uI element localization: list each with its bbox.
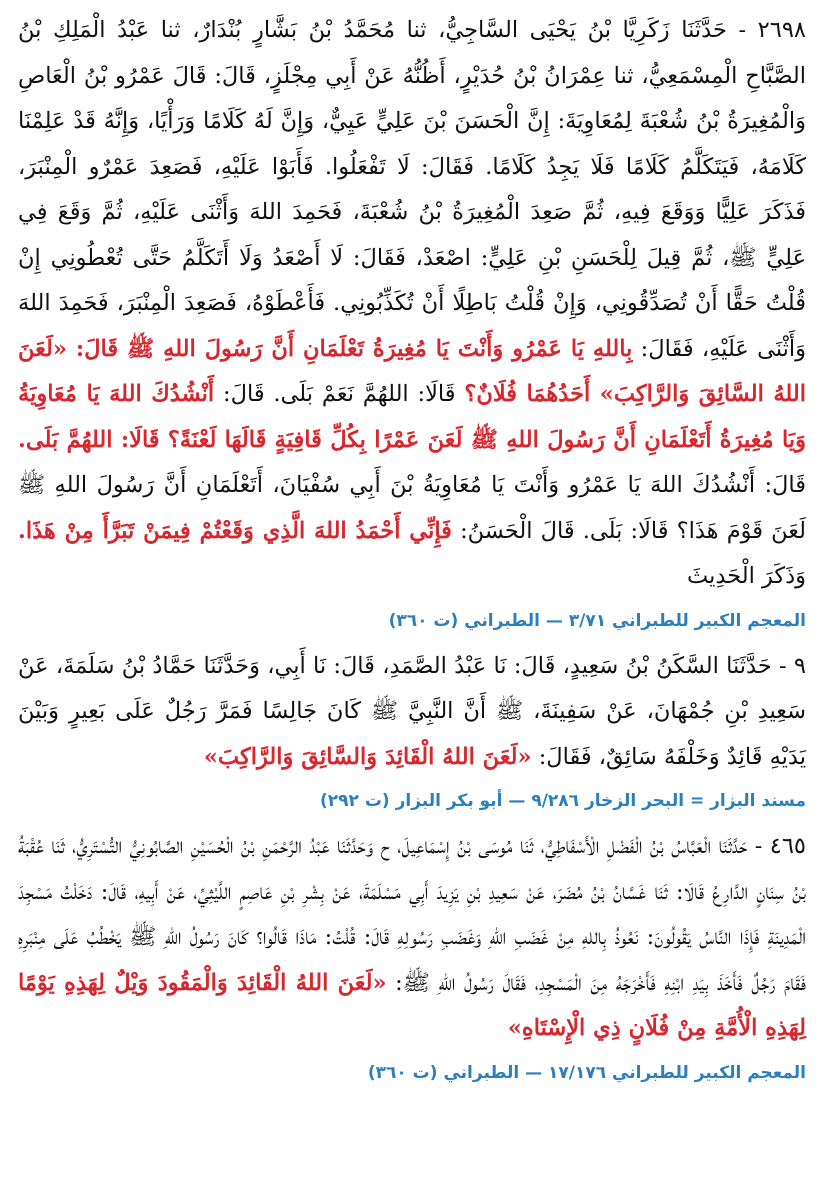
hadith-text: قَالَ: أَنْشُدُكَ اللهَ يَا عَمْرُو وَأَنْتَ يَا مُعَاوِيَةُ بْنَ أَبِي سُفْيَانَ، أَتَعْلَمَانِ أَنَّ رَسُولَ اللهِ ﷺ لَعَنَ قَوْمَ هَذَا؟ قَالَا: بَلَى. قَالَ الْحَسَنُ: (18, 472, 806, 544)
hadith-text: وَذَكَرَ الْحَدِيثَ (687, 563, 806, 589)
highlighted-text: فَإِنِّي أَحْمَدُ اللهَ الَّذِي وَقَعْتُمْ فِيمَنْ تَبَرَّأَ مِنْ هَذَا. (18, 517, 452, 544)
hadith-text: ٩ - حَدَّثَنَا السَّكَنُ بْنُ سَعِيدٍ، قَالَ: نَا عَبْدُ الصَّمَدِ، قَالَ: نَا أَبِي، وَحَدَّثَنَا حَمَّادُ بْنُ سَلَمَةَ، عَنْ سَعِيدِ بْنِ جُمْهَانَ، عَنْ سَفِينَةَ، ﷺ أَنَّ النَّبِيَّ ﷺ كَانَ جَالِسًا فَمَرَّ رَجُلٌ عَلَى بَعِيرٍ وَبَيْنَ يَدَيْهِ قَائِدٌ وَخَلْفَهُ سَائِقٌ، فَقَالَ: (18, 652, 806, 770)
hadith-text: ٢٦٩٨ - حَدَّثَنَا زَكَرِيَّا بْنُ يَحْيَى السَّاجِيُّ، ثنا مُحَمَّدُ بْنُ بَشَّارٍ بُنْدَارٌ، ثنا عَبْدُ الْمَلِكِ بْنُ الصَّبَّاحِ الْمِسْمَعِيُّ، ثنا عِمْرَانُ بْنُ حُدَيْرٍ، أَظُنُّهُ عَنْ أَبِي مِجْلَزٍ، قَالَ: قَالَ عَمْرُو بْنُ الْعَاصِ وَالْمُغِيرَةُ بْنُ شُعْبَةَ لِمُعَاوِيَةَ: إِنَّ الْحَسَنَ بْنَ عَلِيٍّ عَيِيٌّ، وَإِنَّ لَهُ كَلَامًا وَرَأْيًا، وَإِنَّهُ قَدْ عَلِمْنَا كَلَامَهُ، فَيَتَكَلَّمُ كَلَامًا فَلَا يَجِدُ كَلَامًا. فَقَالَ: لَا تَفْعَلُوا. فَأَبَوْا عَلَيْهِ، فَصَعِدَ عَمْرٌو الْمِنْبَرَ، فَذَكَرَ عَلِيًّا وَوَقَعَ فِيهِ، ثُمَّ صَعِدَ الْمُغِيرَةُ بْنُ شُعْبَةَ، فَحَمِدَ اللهَ وَأَثْنَى عَلَيْهِ، ثُمَّ وَقَعَ فِي عَلِيٍّ ﷺ، ثُمَّ قِيلَ لِلْحَسَنِ بْنِ عَلِيٍّ: اصْعَدْ، فَقَالَ: لَا أَصْعَدُ وَلَا أَتَكَلَّمُ حَتَّى تُعْطُونِي إِنْ قُلْتُ حَقًّا أَنْ تُصَدِّقُونِي، وَإِنْ قُلْتُ بَاطِلًا أَنْ تُكَذِّبُونِي. فَأَعْطَوْهُ، فَصَعِدَ الْمِنْبَرَ، فَحَمِدَ اللهَ وَأَثْنَى عَلَيْهِ، فَقَالَ: (18, 17, 807, 362)
highlighted-text: أَنْشُدُكَ اللهَ يَا مُعَاوِيَةُ وَيَا مُغِيرَةُ أَتَعْلَمَانِ أَنَّ رَسُولَ اللهِ ﷺ لَعَنَ عَمْرًا بِكُلِّ قَافِيَةٍ قَالَهَا لَعْنَةً؟ قَالَا: اللهُمَّ بَلَى. (18, 381, 806, 453)
hadith-465 (18, 824, 806, 1052)
highlighted-text: «لَعَنَ اللهُ الْقَائِدَ وَالسَّائِقَ وَالرَّاكِبَ» (203, 743, 532, 770)
hadith-2698 (18, 8, 806, 600)
hadith-text: قَالَا: اللهُمَّ نَعَمْ بَلَى. قَالَ: (223, 381, 456, 407)
source-citation (18, 1052, 806, 1096)
source-citation (18, 780, 806, 824)
hadith-text: ٤٦٥ - حَدَّثَنَا الْعَبَّاسُ بْنُ الْفَضْلِ الْأَسْفَاطِيُّ، ثَنَا مُوسَى بْنُ إِسْمَاعِيلَ، ح وَحَدَّثَنَا عَبْدُ الرَّحْمَنِ بْنُ الْحُسَيْنِ الصَّابُونِيُّ التُّسْتَرِيُّ، ثَنَا عُقْبَةُ بْنُ سِنَانٍ الدَّارِعُ قَالَا: ثَنَا غَسَّانُ بْنُ مُضَرَ، عَنْ سَعِيدِ بْنِ يَزِيدَ أَبِي مَسْلَمَةَ، عَنْ بِشْرِ بْنِ عَاصِمٍ اللَّيْثِيِّ، عَنْ أَبِيهِ، قَالَ: دَخَلْتُ مَسْجِدَ الْمَدِينَةِ فَإِذَا النَّاسُ يَقُولُونَ: نَعُوذُ بِاللهِ مِنْ غَضَبِ اللهِ وَغَضَبِ رَسُولِهِ قَالَ: قُلْتُ: مَاذَا قَالُوا؟ كَانَ رَسُولُ اللهِ ﷺ يَخْطُبُ عَلَى مِنْبَرِهِ فَقَامَ رَجُلٌ فَأَخَذَ بِيَدِ ابْنِهِ فَأَخْرَجَهُ مِنَ الْمَسْجِدِ، فَقَالَ رَسُولُ اللهِ ﷺ: (18, 833, 806, 996)
hadith-9 (18, 644, 806, 781)
source-text: المعجم الكبير للطبراني ٣/٧١ — الطبراني (ت ٣٦٠) (388, 610, 806, 631)
source-text: مسند البزار = البحر الزخار ٩/٢٨٦ — أبو بكر البزار (ت ٢٩٢) (319, 791, 806, 811)
highlighted-text: «لَعَنَ اللهُ الْقَائِدَ وَالْمَقُودَ وَيْلٌ لِهَذِهِ يَوْمًا لِهَذِهِ الْأُمَّةِ مِنْ فُلَانٍ ذِي الْإِسْتَاهِ» (18, 969, 806, 1041)
source-citation (18, 600, 806, 644)
source-text: المعجم الكبير للطبراني ١٧/١٧٦ — الطبراني (ت ٣٦٠) (367, 1062, 806, 1083)
highlighted-text: بِاللهِ يَا عَمْرُو وَأَنْتَ يَا مُغِيرَةُ تَعْلَمَانِ أَنَّ رَسُولَ اللهِ ﷺ قَالَ: «لَعَنَ اللهُ السَّائِقَ وَالرَّاكِبَ» أَحَدُهُمَا فُلَانٌ؟ (18, 335, 806, 407)
